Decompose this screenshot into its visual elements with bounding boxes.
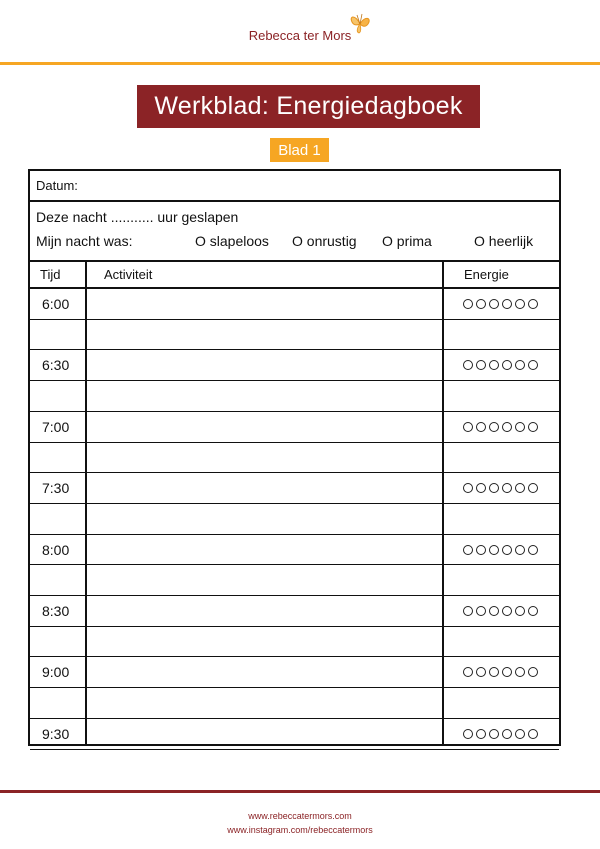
energy-circle[interactable] (528, 299, 538, 309)
energy-scale (463, 299, 538, 309)
activity-cell[interactable] (87, 688, 441, 717)
page-title: Werkblad: Energiedagboek (137, 85, 480, 128)
activity-cell[interactable] (87, 535, 441, 564)
energy-circle[interactable] (463, 299, 473, 309)
energy-circle[interactable] (515, 299, 525, 309)
time-label: 8:30 (42, 603, 70, 619)
energy-circle[interactable] (489, 422, 499, 432)
activity-cell[interactable] (87, 565, 441, 594)
activity-cell[interactable] (87, 750, 441, 779)
brand-name: Rebecca ter Mors (248, 28, 352, 43)
energy-circle[interactable] (476, 729, 486, 739)
energy-scale (463, 483, 538, 493)
activity-cell[interactable] (87, 627, 441, 656)
activity-cell[interactable] (87, 596, 441, 625)
brand-header (0, 28, 600, 43)
time-label: 9:30 (42, 725, 70, 742)
energy-circle[interactable] (463, 606, 473, 616)
energy-scale (463, 667, 538, 677)
energy-circle[interactable] (528, 360, 538, 370)
energy-circle[interactable] (502, 606, 512, 616)
option-heerlijk[interactable]: O heerlijk (474, 233, 534, 249)
butterfly-logo-icon (347, 10, 373, 36)
energy-diary-form (28, 169, 561, 746)
energy-circle[interactable] (528, 545, 538, 555)
energy-circle[interactable] (463, 483, 473, 493)
energy-circle[interactable] (528, 667, 538, 677)
energy-circle[interactable] (489, 483, 499, 493)
energy-circle[interactable] (489, 667, 499, 677)
energy-circle[interactable] (489, 299, 499, 309)
divider (30, 260, 559, 262)
energy-circle[interactable] (463, 729, 473, 739)
energy-circle[interactable] (528, 483, 538, 493)
option-onrustig[interactable]: O onrustig (292, 233, 357, 249)
bottom-divider (0, 790, 600, 793)
activity-cell[interactable] (87, 504, 441, 533)
energy-scale (463, 422, 538, 432)
energy-circle[interactable] (489, 360, 499, 370)
energy-circle[interactable] (515, 360, 525, 370)
energy-circle[interactable] (463, 667, 473, 677)
energy-circle[interactable] (489, 729, 499, 739)
activity-cell[interactable] (87, 719, 441, 748)
time-label: 8:00 (42, 541, 70, 558)
energy-circle[interactable] (502, 667, 512, 677)
energy-circle[interactable] (476, 299, 486, 309)
energy-circle[interactable] (515, 606, 525, 616)
activity-cell[interactable] (87, 443, 441, 472)
column-header-time: Tijd (40, 267, 61, 282)
time-label: 6:30 (42, 357, 70, 374)
energy-circle[interactable] (502, 422, 512, 432)
activity-cell[interactable] (87, 473, 441, 502)
energy-circle[interactable] (528, 606, 538, 616)
energy-circle[interactable] (476, 360, 486, 370)
energy-scale (463, 545, 538, 555)
energy-circle[interactable] (476, 545, 486, 555)
activity-cell[interactable] (87, 412, 441, 441)
energy-circle[interactable] (463, 545, 473, 555)
energy-circle[interactable] (515, 422, 525, 432)
energy-circle[interactable] (502, 729, 512, 739)
energy-circle[interactable] (502, 545, 512, 555)
energy-circle[interactable] (528, 729, 538, 739)
energy-scale (463, 729, 538, 739)
time-label: 6:00 (42, 296, 70, 312)
energy-scale (463, 360, 538, 370)
sheet-badge: Blad 1 (270, 138, 329, 162)
activity-cell[interactable] (87, 350, 441, 379)
option-slapeloos[interactable]: O slapeloos (195, 233, 269, 249)
top-divider (0, 62, 600, 65)
energy-circle[interactable] (502, 483, 512, 493)
activity-cell[interactable] (87, 381, 441, 410)
energy-circle[interactable] (476, 606, 486, 616)
sleep-hours-field[interactable]: Deze nacht ........... uur geslapen (36, 209, 239, 225)
energy-circle[interactable] (476, 422, 486, 432)
footer-instagram[interactable]: www.instagram.com/rebeccatermors (227, 825, 373, 835)
time-label: 7:30 (42, 480, 70, 497)
time-label: 9:00 (42, 664, 70, 681)
energy-circle[interactable] (463, 360, 473, 370)
energy-circle[interactable] (502, 299, 512, 309)
energy-circle[interactable] (489, 545, 499, 555)
footer-website[interactable]: www.rebeccatermors.com (248, 811, 352, 821)
energy-circle[interactable] (528, 422, 538, 432)
energy-circle[interactable] (463, 422, 473, 432)
date-label: Datum: (36, 178, 78, 193)
column-header-activity: Activiteit (104, 267, 153, 282)
energy-circle[interactable] (476, 667, 486, 677)
energy-circle[interactable] (476, 483, 486, 493)
activity-cell[interactable] (87, 320, 441, 349)
energy-scale (463, 606, 538, 616)
option-prima[interactable]: O prima (382, 233, 432, 249)
energy-circle[interactable] (515, 667, 525, 677)
energy-circle[interactable] (515, 729, 525, 739)
activity-cell[interactable] (87, 289, 441, 318)
time-label: 7:00 (42, 418, 70, 435)
energy-circle[interactable] (489, 606, 499, 616)
energy-circle[interactable] (515, 483, 525, 493)
energy-circle[interactable] (515, 545, 525, 555)
activity-cell[interactable] (87, 657, 441, 686)
night-quality-label: Mijn nacht was: (36, 233, 133, 249)
column-header-energy: Energie (464, 267, 509, 282)
divider (30, 200, 559, 202)
energy-circle[interactable] (502, 360, 512, 370)
